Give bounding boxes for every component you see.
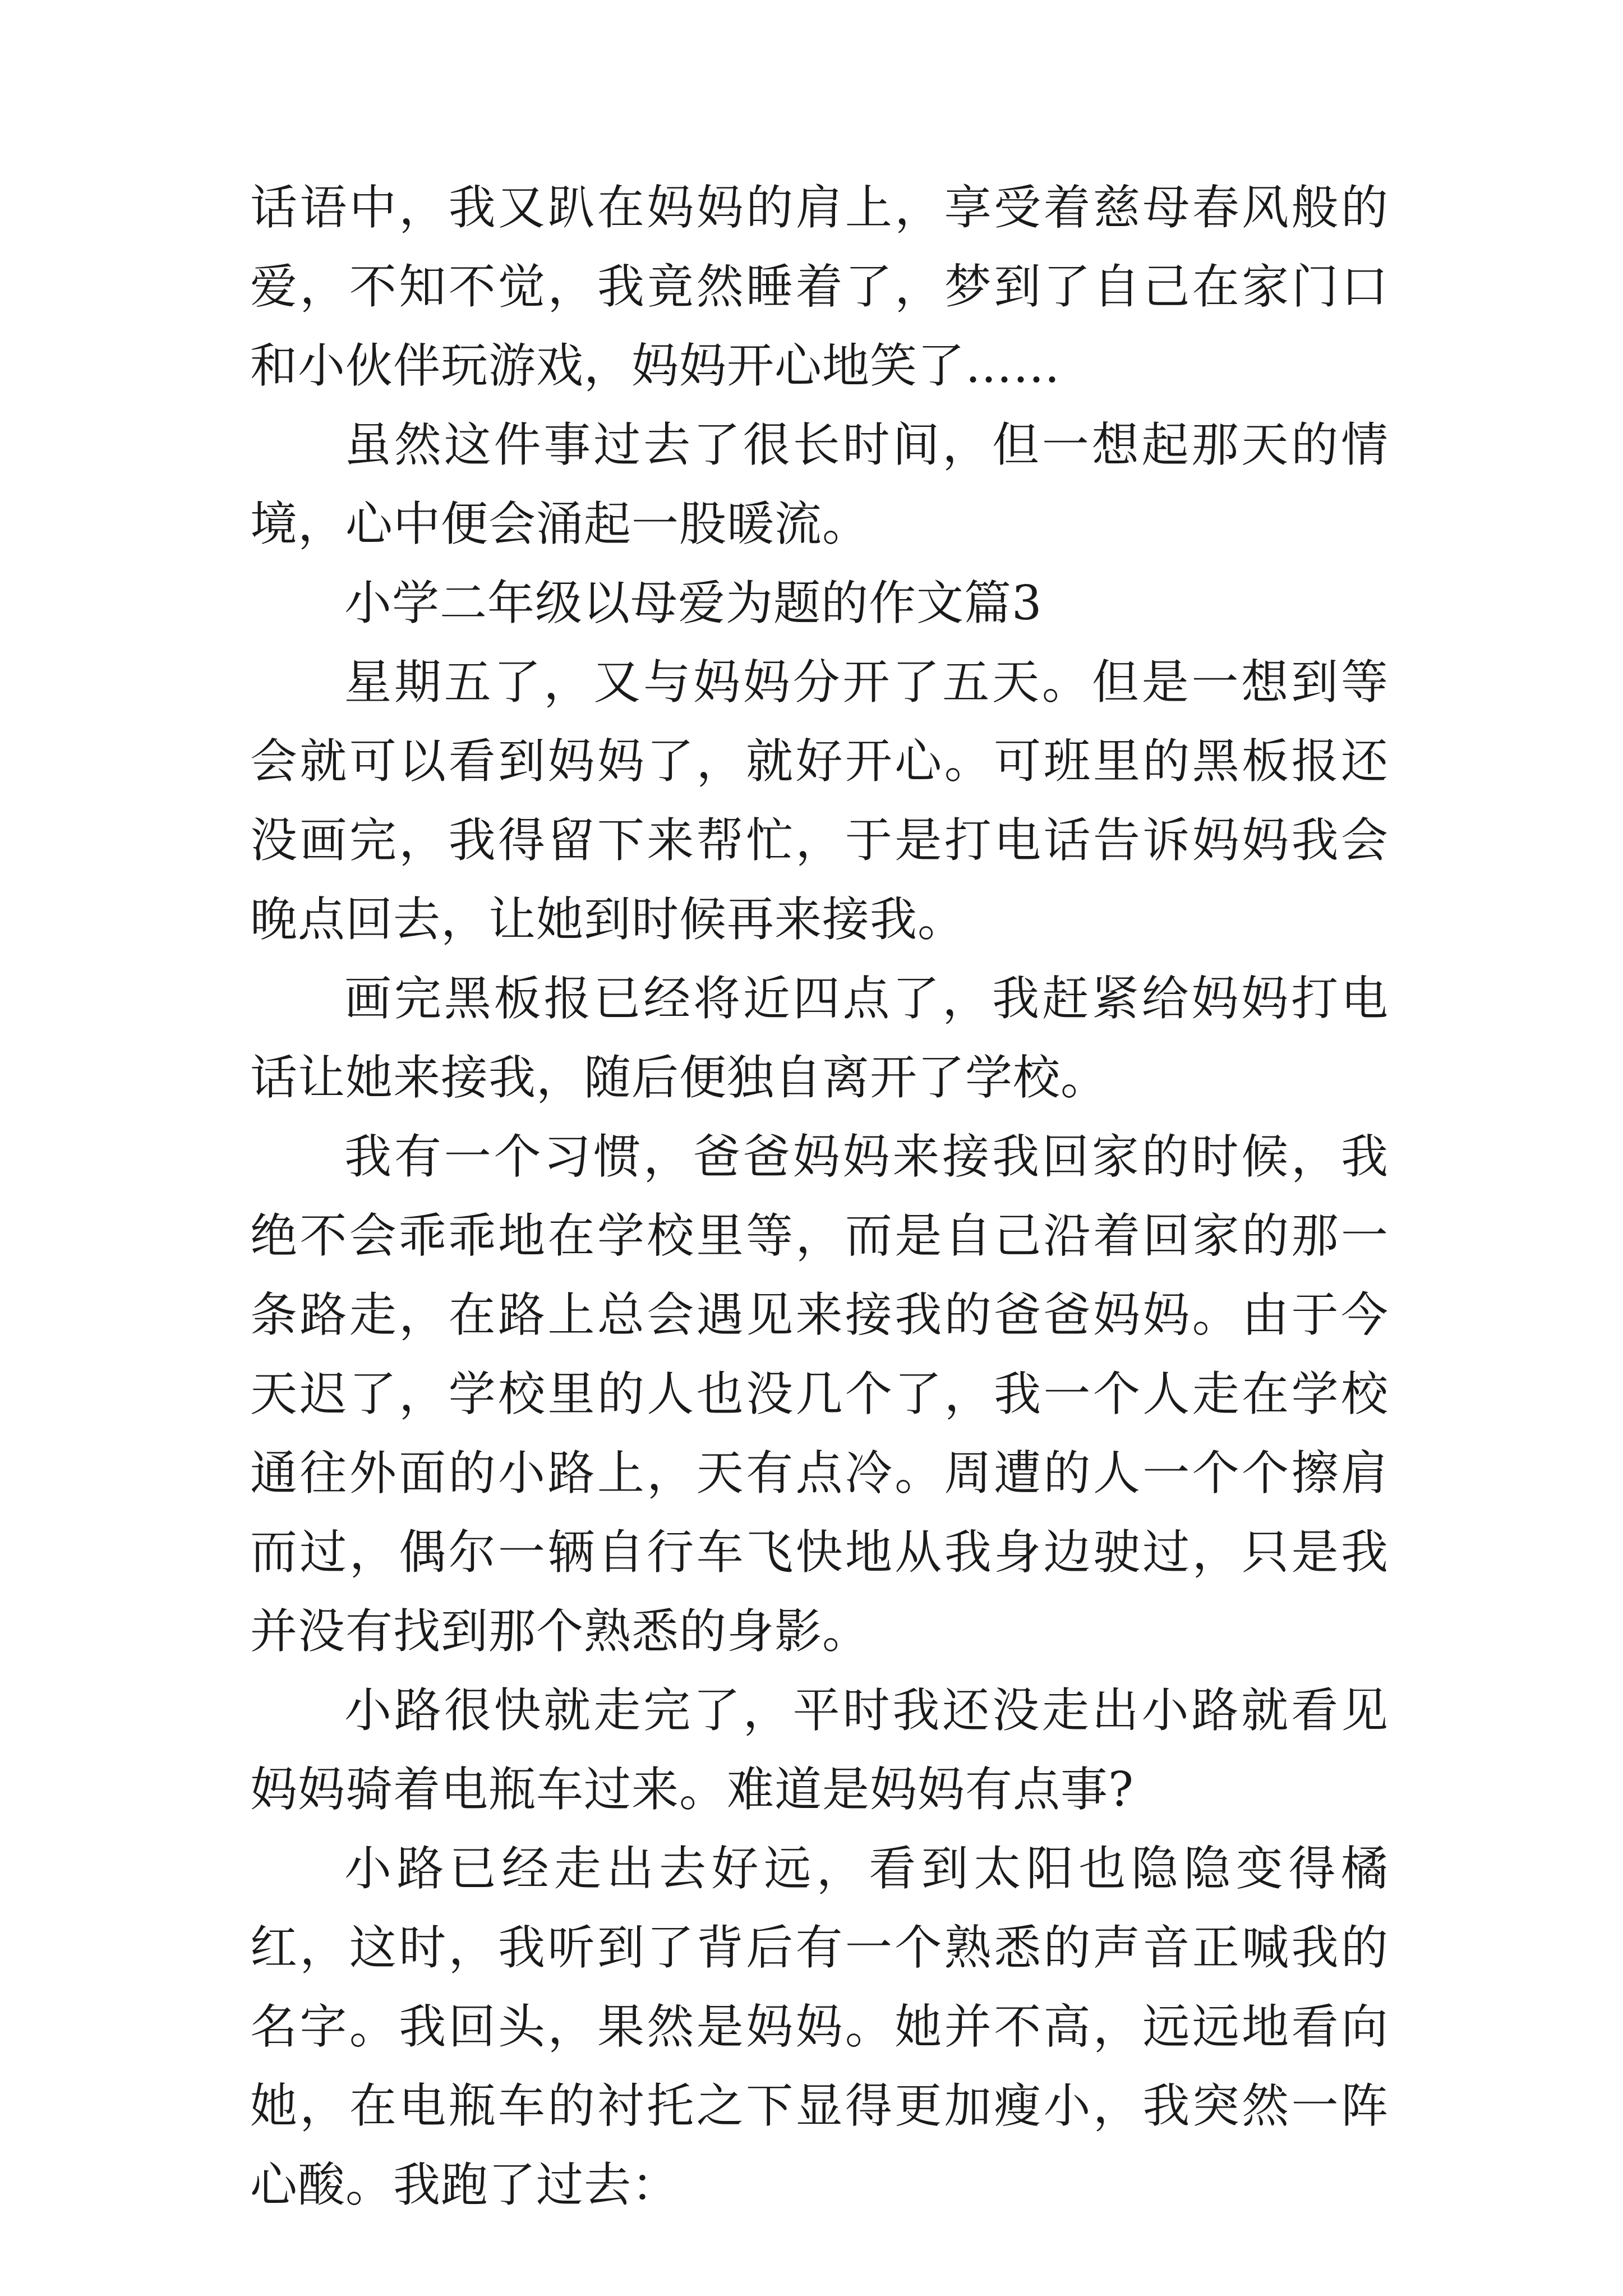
paragraph: 小路很快就走完了，平时我还没走出小路就看见妈妈骑着电瓶车过来。难道是妈妈有点事? [250, 1683, 1389, 1817]
paragraph: 画完黑板报已经将近四点了，我赶紧给妈妈打电话让她来接我，随后便独自离开了学校。 [250, 971, 1389, 1105]
paragraph: 虽然这件事过去了很长时间，但一想起那天的情境，心中便会涌起一股暖流。 [250, 417, 1389, 551]
paragraph: 星期五了，又与妈妈分开了五天。但是一想到等会就可以看到妈妈了，就好开心。可班里的黑板报还没画完，我得留下来帮忙，于是打电话告诉妈妈我会晚点回去，让她到时候再来接我。 [250, 655, 1389, 947]
paragraph-continuation: 话语中，我又趴在妈妈的肩上，享受着慈母春风般的爱，不知不觉，我竟然睡着了，梦到了自己在家门口和小伙伴玩游戏，妈妈开心地笑了…… [250, 180, 1389, 393]
essay-heading: 小学二年级以母爱为题的作文篇3 [344, 576, 1043, 631]
essay-text [250, 168, 1389, 2225]
paragraph: 我有一个习惯，爸爸妈妈来接我回家的时候，我绝不会乖乖地在学校里等，而是自己沿着回家的那一条路走，在路上总会遇见来接我的爸爸妈妈。由于今天迟了，学校里的人也没几个了，我一个人走在学校通往外面的小路上，天有点冷。周遭的人一个个擦肩而过，偶尔一辆自行车飞快地从我身边驶过，只是我并没有找到那个熟悉的身影。 [250, 1129, 1389, 1659]
paragraph: 小路已经走出去好远，看到太阳也隐隐变得橘红，这时，我听到了背后有一个熟悉的声音正喊我的名字。我回头，果然是妈妈。她并不高，远远地看向她，在电瓶车的衬托之下显得更加瘦小，我突然一阵心酸。我跑了过去： [250, 1841, 1389, 2212]
